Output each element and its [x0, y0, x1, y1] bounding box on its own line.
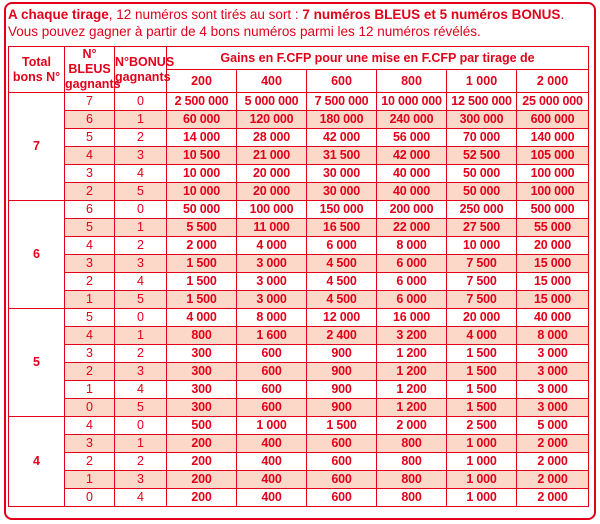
group-total: 7: [9, 93, 65, 201]
gain-cell: 52 500: [447, 147, 517, 165]
gain-cell: 1 000: [447, 471, 517, 489]
table-row: [9, 471, 589, 489]
gain-cell: 1 000: [447, 453, 517, 471]
gain-cell: 150 000: [307, 201, 377, 219]
gain-cell: 900: [307, 399, 377, 417]
gain-cell: 900: [307, 345, 377, 363]
gain-cell: 500: [167, 417, 237, 435]
gain-cell: 200: [167, 471, 237, 489]
gain-cell: 21 000: [237, 147, 307, 165]
gain-cell: 7 500: [447, 255, 517, 273]
gain-cell: 12 500 000: [447, 93, 517, 111]
bonus-count: 3: [115, 363, 167, 381]
header-mise: 400: [237, 70, 307, 93]
gain-cell: 800: [377, 471, 447, 489]
gain-cell: 60 000: [167, 111, 237, 129]
gain-cell: 15 000: [517, 255, 589, 273]
bleus-count: 2: [65, 363, 115, 381]
gain-cell: 55 000: [517, 219, 589, 237]
gain-cell: 800: [377, 453, 447, 471]
bleus-count: 1: [65, 291, 115, 309]
gain-cell: 600: [237, 381, 307, 399]
table-row: [9, 255, 589, 273]
bleus-count: 0: [65, 399, 115, 417]
gain-cell: 800: [377, 489, 447, 507]
gain-cell: 800: [377, 435, 447, 453]
table-row: [9, 489, 589, 507]
gain-cell: 7 500 000: [307, 93, 377, 111]
gain-cell: 200: [167, 489, 237, 507]
header-mise: 2 000: [517, 70, 589, 93]
gain-cell: 25 000 000: [517, 93, 589, 111]
gain-cell: 10 000: [167, 165, 237, 183]
bonus-count: 1: [115, 435, 167, 453]
table-row: [9, 201, 589, 219]
gain-cell: 1 500: [447, 399, 517, 417]
table-row: [9, 183, 589, 201]
gain-cell: 240 000: [377, 111, 447, 129]
bleus-count: 5: [65, 309, 115, 327]
intro-line-1: [8, 6, 588, 23]
bonus-count: 3: [115, 471, 167, 489]
table-row: [9, 291, 589, 309]
gain-cell: 4 000: [447, 327, 517, 345]
bleus-count: 0: [65, 489, 115, 507]
gain-cell: 1 500: [167, 255, 237, 273]
gain-cell: 8 000: [377, 237, 447, 255]
gain-cell: 3 000: [517, 381, 589, 399]
gain-cell: 22 000: [377, 219, 447, 237]
gain-cell: 1 500: [307, 417, 377, 435]
header-bonus: N°BONUS gagnants: [115, 47, 167, 93]
bleus-count: 5: [65, 129, 115, 147]
bonus-count: 5: [115, 291, 167, 309]
gain-cell: 5 000 000: [237, 93, 307, 111]
gain-cell: 1 000: [237, 417, 307, 435]
gain-cell: 2 500: [447, 417, 517, 435]
gain-cell: 2 400: [307, 327, 377, 345]
gain-cell: 1 200: [377, 399, 447, 417]
bonus-count: 4: [115, 273, 167, 291]
gain-cell: 4 000: [237, 237, 307, 255]
gain-cell: 6 000: [377, 273, 447, 291]
gain-cell: 600: [307, 435, 377, 453]
gain-cell: 100 000: [237, 201, 307, 219]
gain-cell: 20 000: [517, 237, 589, 255]
gain-cell: 100 000: [517, 183, 589, 201]
table-row: [9, 381, 589, 399]
gain-cell: 30 000: [307, 165, 377, 183]
gain-cell: 1 500: [447, 381, 517, 399]
gain-cell: 400: [237, 489, 307, 507]
bonus-count: 4: [115, 489, 167, 507]
table-row: [9, 363, 589, 381]
gain-cell: 2 000: [517, 453, 589, 471]
bonus-count: 2: [115, 237, 167, 255]
bonus-count: 1: [115, 219, 167, 237]
gain-cell: 300 000: [447, 111, 517, 129]
gain-cell: 140 000: [517, 129, 589, 147]
gain-cell: 1 000: [447, 435, 517, 453]
bonus-count: 5: [115, 183, 167, 201]
gain-cell: 7 500: [447, 291, 517, 309]
gain-cell: 8 000: [237, 309, 307, 327]
header-mise: 200: [167, 70, 237, 93]
header-bleus: N° BLEUS gagnants: [65, 47, 121, 91]
gain-cell: 3 000: [237, 291, 307, 309]
gain-cell: 3 000: [237, 255, 307, 273]
bonus-count: 2: [115, 129, 167, 147]
gain-cell: 5 000: [517, 417, 589, 435]
header-mise: 800: [377, 70, 447, 93]
bonus-count: 0: [115, 309, 167, 327]
gain-cell: 12 000: [307, 309, 377, 327]
group-total: 5: [9, 309, 65, 417]
gain-cell: 20 000: [447, 309, 517, 327]
table-row: [9, 453, 589, 471]
bleus-count: 4: [65, 327, 115, 345]
gain-cell: 2 000: [517, 471, 589, 489]
gain-cell: 600: [237, 345, 307, 363]
gain-cell: 200: [167, 453, 237, 471]
group-total: 4: [9, 417, 65, 507]
bleus-count: 1: [65, 471, 115, 489]
gain-cell: 42 000: [307, 129, 377, 147]
table-row: [9, 309, 589, 327]
gain-cell: 16 000: [377, 309, 447, 327]
gain-cell: 1 200: [377, 363, 447, 381]
intro-mid: , 12 numéros sont tirés au sort :: [108, 7, 303, 22]
gain-cell: 2 000: [377, 417, 447, 435]
gain-cell: 105 000: [517, 147, 589, 165]
gain-cell: 8 000: [517, 327, 589, 345]
gain-cell: 120 000: [237, 111, 307, 129]
gain-cell: 800: [167, 327, 237, 345]
intro-text: [8, 6, 588, 40]
bonus-count: 0: [115, 417, 167, 435]
gain-cell: 4 000: [167, 309, 237, 327]
gain-cell: 20 000: [237, 183, 307, 201]
gain-cell: 20 000: [237, 165, 307, 183]
bonus-count: 2: [115, 345, 167, 363]
intro-end: .: [560, 7, 565, 22]
bleus-count: 6: [65, 201, 115, 219]
gain-cell: 6 000: [377, 291, 447, 309]
bonus-count: 1: [115, 111, 167, 129]
gain-cell: 2 500 000: [167, 93, 237, 111]
gain-cell: 42 000: [377, 147, 447, 165]
gain-cell: 600: [307, 471, 377, 489]
gain-cell: 300: [167, 345, 237, 363]
gain-cell: 40 000: [377, 165, 447, 183]
gain-cell: 200 000: [377, 201, 447, 219]
gain-cell: 180 000: [307, 111, 377, 129]
table-row: [9, 93, 589, 111]
table-row: [9, 111, 589, 129]
bonus-count: 0: [115, 201, 167, 219]
bleus-count: 1: [65, 381, 115, 399]
bleus-count: 7: [65, 93, 115, 111]
gain-cell: 10 000: [447, 237, 517, 255]
bleus-count: 6: [65, 111, 115, 129]
gain-cell: 4 500: [307, 291, 377, 309]
gain-cell: 4 500: [307, 273, 377, 291]
table-row: [9, 327, 589, 345]
header-mise: 1 000: [447, 70, 517, 93]
gain-cell: 70 000: [447, 129, 517, 147]
bleus-count: 5: [65, 219, 115, 237]
bleus-count: 3: [65, 165, 115, 183]
gain-cell: 600: [307, 453, 377, 471]
gain-cell: 600: [237, 399, 307, 417]
gain-cell: 3 000: [517, 399, 589, 417]
gain-cell: 1 500: [447, 363, 517, 381]
gain-cell: 14 000: [167, 129, 237, 147]
gain-cell: 1 500: [167, 273, 237, 291]
gain-cell: 50 000: [167, 201, 237, 219]
gains-table: [8, 46, 589, 507]
bonus-count: 4: [115, 165, 167, 183]
gain-cell: 500 000: [517, 201, 589, 219]
header-total: Total bons N°: [9, 47, 65, 93]
bleus-count: 3: [65, 435, 115, 453]
bonus-count: 0: [115, 93, 167, 111]
header-mise: 600: [307, 70, 377, 93]
gain-cell: 1 500: [447, 345, 517, 363]
table-row: [9, 165, 589, 183]
gain-cell: 4 500: [307, 255, 377, 273]
gain-cell: 16 500: [307, 219, 377, 237]
gain-cell: 40 000: [377, 183, 447, 201]
gain-cell: 50 000: [447, 165, 517, 183]
intro-line-2: Vous pouvez gagner à partir de 4 bons numéros parmi les 12 numéros révélés.: [8, 24, 481, 39]
bleus-count: 4: [65, 147, 115, 165]
gain-cell: 10 000 000: [377, 93, 447, 111]
table-row: [9, 273, 589, 291]
gain-cell: 1 200: [377, 345, 447, 363]
table-row: [9, 435, 589, 453]
gain-cell: 600: [307, 489, 377, 507]
gain-cell: 7 500: [447, 273, 517, 291]
header-gains-title: Gains en F.CFP pour une mise en F.CFP par tirage de: [167, 47, 589, 70]
bleus-count: 3: [65, 345, 115, 363]
gain-cell: 15 000: [517, 273, 589, 291]
gain-cell: 1 000: [447, 489, 517, 507]
bonus-count: 2: [115, 453, 167, 471]
bleus-count: 4: [65, 237, 115, 255]
gain-cell: 30 000: [307, 183, 377, 201]
gain-cell: 300: [167, 381, 237, 399]
bonus-count: 3: [115, 147, 167, 165]
gain-cell: 10 000: [167, 183, 237, 201]
table-row: [9, 147, 589, 165]
gain-cell: 3 000: [517, 363, 589, 381]
gain-cell: 400: [237, 471, 307, 489]
gain-cell: 2 000: [517, 489, 589, 507]
gain-cell: 1 200: [377, 381, 447, 399]
header-row-1: [9, 47, 589, 70]
bonus-count: 5: [115, 399, 167, 417]
intro-lead: A chaque tirage: [8, 7, 109, 22]
gain-cell: 56 000: [377, 129, 447, 147]
table-row: [9, 237, 589, 255]
gain-cell: 5 500: [167, 219, 237, 237]
bleus-count: 2: [65, 273, 115, 291]
table-row: [9, 219, 589, 237]
table-row: [9, 399, 589, 417]
gain-cell: 3 000: [517, 345, 589, 363]
gain-cell: 1 500: [167, 291, 237, 309]
intro-bold: 7 numéros BLEUS et 5 numéros BONUS: [302, 7, 561, 22]
gain-cell: 200: [167, 435, 237, 453]
gain-cell: 100 000: [517, 165, 589, 183]
gain-cell: 600 000: [517, 111, 589, 129]
gain-cell: 900: [307, 363, 377, 381]
table-row: [9, 129, 589, 147]
gain-cell: 250 000: [447, 201, 517, 219]
gain-cell: 27 500: [447, 219, 517, 237]
gain-cell: 300: [167, 399, 237, 417]
gain-cell: 10 500: [167, 147, 237, 165]
bonus-count: 4: [115, 381, 167, 399]
gain-cell: 28 000: [237, 129, 307, 147]
gain-cell: 400: [237, 453, 307, 471]
group-total: 6: [9, 201, 65, 309]
gain-cell: 400: [237, 435, 307, 453]
table-row: [9, 417, 589, 435]
bleus-count: 3: [65, 255, 115, 273]
gain-cell: 600: [237, 363, 307, 381]
bleus-count: 2: [65, 183, 115, 201]
gain-cell: 11 000: [237, 219, 307, 237]
gain-cell: 3 200: [377, 327, 447, 345]
gain-cell: 3 000: [237, 273, 307, 291]
gain-cell: 50 000: [447, 183, 517, 201]
bleus-count: 4: [65, 417, 115, 435]
gain-cell: 900: [307, 381, 377, 399]
table-row: [9, 345, 589, 363]
gain-cell: 6 000: [307, 237, 377, 255]
gain-cell: 1 600: [237, 327, 307, 345]
gain-cell: 31 500: [307, 147, 377, 165]
gain-cell: 6 000: [377, 255, 447, 273]
gain-cell: 300: [167, 363, 237, 381]
bleus-count: 2: [65, 453, 115, 471]
bonus-count: 3: [115, 255, 167, 273]
gain-cell: 40 000: [517, 309, 589, 327]
bonus-count: 1: [115, 327, 167, 345]
gain-cell: 2 000: [167, 237, 237, 255]
gain-cell: 15 000: [517, 291, 589, 309]
gain-cell: 2 000: [517, 435, 589, 453]
